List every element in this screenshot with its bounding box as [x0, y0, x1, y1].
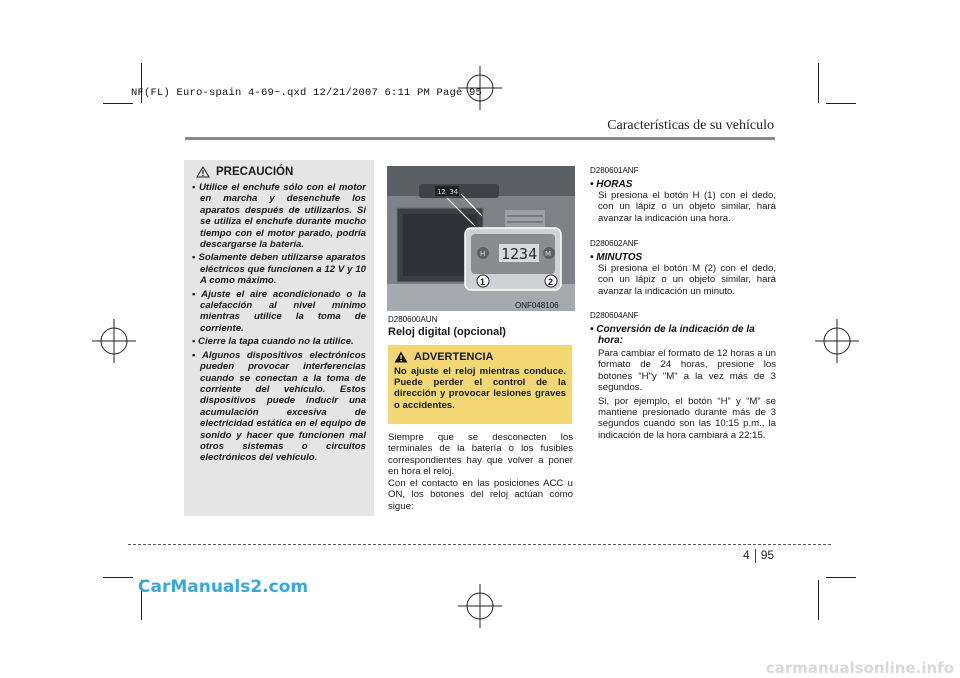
caution-item: • Algunos dispositivos electrónicos pueden provocar interferencias cuando se conectan a la toma de corriente del vehículo. Estos dispositivos puede inducir una acumulación excesiva de electricidad estática en el equipo de sonido y hacer que funcionen mal otros sistemas o circuitos electrónicos del vehículo.: [192, 350, 366, 464]
caution-item: • Ajuste el aire acondicionado o la calefacción al nivel mínimo mientras utilice la toma de corriente.: [192, 289, 366, 335]
hours-section: [590, 166, 776, 224]
button-m-label: M: [545, 250, 552, 258]
warning-title: ADVERTENCIA: [414, 351, 494, 363]
crop-mark: [103, 577, 133, 578]
crop-mark: [826, 103, 856, 104]
crop-mark: [826, 577, 856, 578]
conversion-heading: • Conversión de la indicación de la hora:: [590, 324, 755, 346]
caution-title: PRECAUCIÓN: [216, 166, 294, 178]
warning-triangle-icon: [394, 351, 408, 363]
caution-item: • Utilice el enchufe sólo con el motor en marcha y desenchufe los aparatos después de utilizarlos. Si se utiliza el enchufe durante mucho tiempo con el motor parado, podría descargarse la batería.: [192, 182, 366, 250]
watermark-text: carmanualsonline.info: [765, 659, 954, 677]
title-rule: [185, 137, 775, 140]
minutes-heading: • MINUTOS: [590, 252, 643, 263]
callout-1: 1: [480, 277, 486, 287]
warning-body: No ajuste el reloj mientras conduce. Puede perder el control de la dirección y provocar lesiones graves o accidentes.: [394, 366, 566, 411]
page-number: [743, 548, 774, 563]
warning-triangle-icon: [196, 166, 210, 178]
caution-header: [196, 166, 366, 178]
crop-mark: [103, 103, 133, 104]
watermark-link[interactable]: CarManuals2.com: [138, 577, 309, 597]
section-code: D280604ANF: [590, 311, 639, 320]
hours-text: Si presiona el botón H (1) con el dedo, con un lápiz o un objeto similar, hará avanzar la indicación una hora.: [598, 190, 776, 224]
callout-2: 2: [548, 277, 554, 287]
conversion-section: [590, 311, 776, 441]
crop-mark: [818, 63, 819, 103]
registration-mark-icon: [458, 584, 502, 628]
section-code: D280600AUN: [388, 315, 438, 324]
caution-item: • Cierre la tapa cuando no la utilice.: [192, 336, 366, 347]
section-code: D280601ANF: [590, 166, 639, 175]
photo-code: ONF048106: [515, 301, 559, 310]
chapter-title: Características de su vehículo: [607, 118, 774, 133]
minutes-section: [590, 239, 776, 297]
small-clock-display: 12 34: [437, 188, 459, 196]
warning-header: [394, 351, 566, 363]
clock-display: 1234: [501, 245, 538, 263]
section-title: Reloj digital (opcional): [388, 326, 506, 338]
warning-box: [388, 345, 572, 424]
hours-heading: • HORAS: [590, 179, 633, 190]
crop-mark: [818, 580, 819, 620]
conversion-text: Para cambiar el formato de 12 horas a un formato de 24 horas, presione los botones "H"y "M" a la vez más de 3 segundos.: [598, 348, 776, 394]
footer-rule: [128, 544, 831, 545]
caution-list: [192, 182, 366, 464]
chapter-number: 4: [743, 548, 750, 562]
print-header: NF(FL) Euro-spain 4-69~.qxd 12/21/2007 6:11 PM Page 95: [131, 87, 483, 99]
clock-photo-illustration: [387, 166, 575, 311]
clock-photo: [387, 166, 575, 311]
registration-mark-icon: [815, 319, 859, 363]
caution-panel: [184, 160, 374, 516]
button-h-label: H: [480, 250, 486, 258]
section-code: D280602ANF: [590, 239, 639, 248]
body-paragraph: Siempre que se desconecten los terminales de la batería o los fusibles correspondientes hay que volver a poner en hora el reloj.: [388, 432, 573, 478]
minutes-text: Si presiona el botón M (2) con el dedo, con un lápiz o un objeto similar, hará avanzar la indicación un minuto.: [598, 263, 776, 297]
caution-item: • Solamente deben utilizarse aparatos eléctricos que funcionen a 12 V y 10 A como máximo.: [192, 252, 366, 286]
conversion-example: Si, por ejemplo, el botón “H” y “M” se mantiene presionado durante más de 3 segundos cuando son las 10:15 p.m., la indicación de la hora cambiará a 22:15.: [598, 395, 776, 441]
page-number-value: 95: [760, 548, 775, 562]
registration-mark-icon: [92, 319, 136, 363]
body-paragraph: Con el contacto en las posiciones ACC u ON, los botones del reloj actúan como sigue:: [388, 478, 573, 512]
